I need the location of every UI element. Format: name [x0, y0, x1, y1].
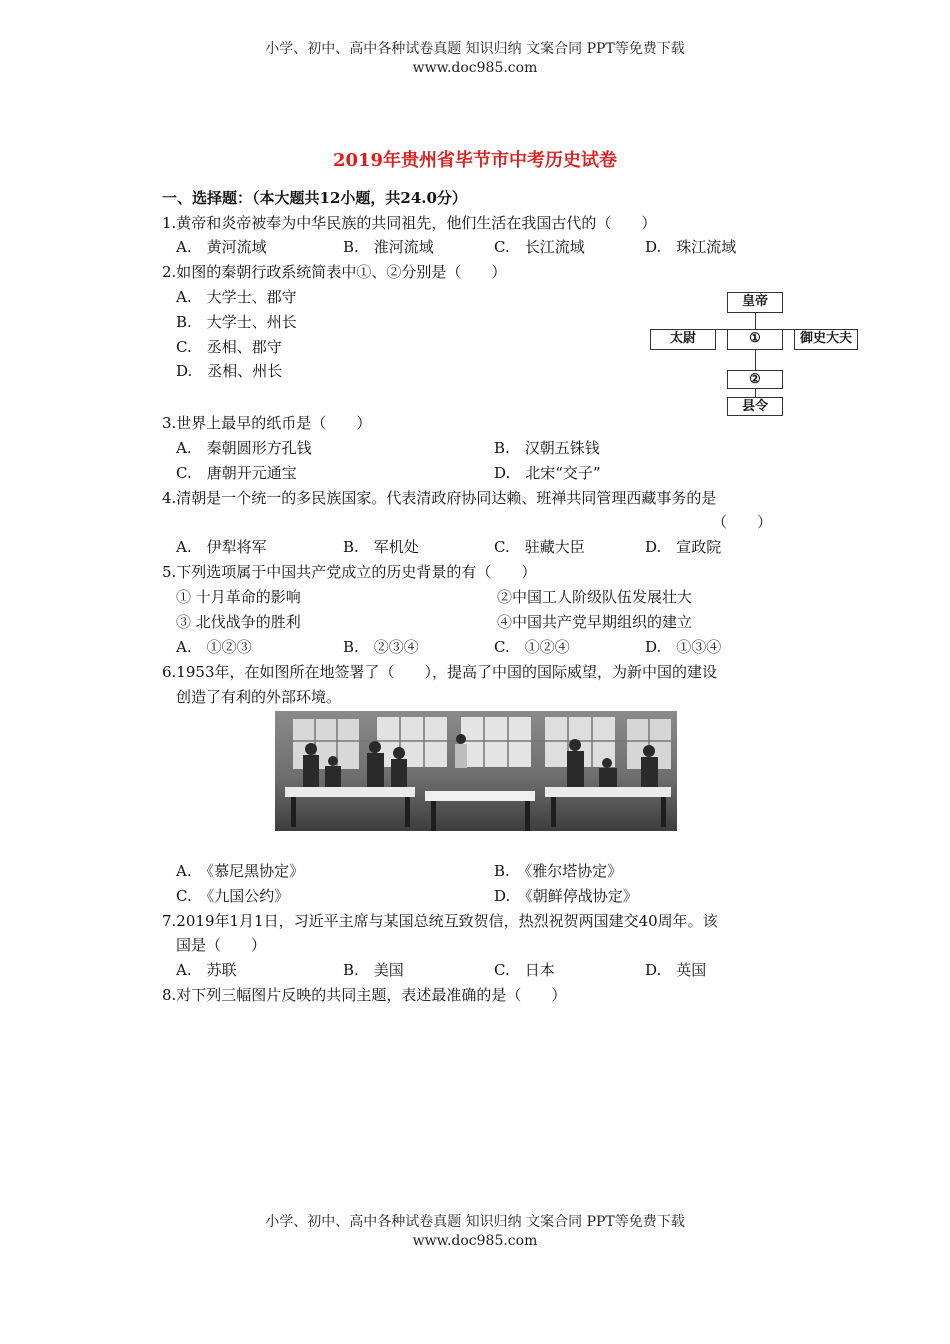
- diagram-county-box: 县令: [727, 397, 783, 416]
- page-header: [0, 40, 950, 78]
- section-heading: 一、选择题：（本大题共12小题，共24.0分）: [162, 189, 467, 207]
- footer-url: www.doc985.com: [412, 1233, 538, 1249]
- q7-stem-line-2: 国是（ ）: [176, 936, 267, 954]
- q4-stem: 4.清朝是一个统一的多民族国家。代表清政府协同达赖、班禅共同管理西藏事务的是: [162, 489, 717, 507]
- q2-option-c: C. 丞相、郡守: [176, 338, 282, 356]
- q1-stem: 1.黄帝和炎帝被奉为中华民族的共同祖先，他们生活在我国古代的（ ）: [162, 214, 657, 232]
- q8-stem: 8.对下列三幅图片反映的共同主题，表述最准确的是（ ）: [162, 986, 567, 1004]
- q5-item-4: ④中国共产党早期组织的建立: [497, 613, 693, 631]
- q5-item-2: ②中国工人阶级队伍发展壮大: [497, 588, 693, 606]
- q7-option-c: C. 日本: [494, 961, 555, 979]
- q5-option-a: A. ①②③: [176, 638, 252, 656]
- q4-option-a: A. 伊犁将军: [176, 538, 267, 556]
- diagram-middle-box: ①: [727, 329, 783, 350]
- q1-option-d: D. 珠江流域: [645, 238, 737, 256]
- q7-option-d: D. 英国: [645, 961, 707, 979]
- q4-option-d: D. 宣政院: [645, 538, 722, 556]
- q7-option-b: B. 美国: [343, 961, 404, 979]
- q4-paren: （ ）: [712, 513, 773, 531]
- diagram-right-box: 御史大夫: [794, 329, 858, 350]
- armistice-signing-photo: [275, 711, 677, 831]
- q2-option-d: D. 丞相、州长: [176, 362, 283, 380]
- q2-option-a: A. 大学士、郡守: [176, 288, 297, 306]
- q6-stem-line-2: 创造了有利的外部环境。: [176, 688, 342, 706]
- diagram-connector: [755, 389, 756, 397]
- q7-option-a: A. 苏联: [176, 961, 237, 979]
- qin-admin-diagram: [648, 290, 860, 418]
- q5-option-c: C. ①②④: [494, 638, 570, 656]
- q5-stem: 5.下列选项属于中国共产党成立的历史背景的有（ ）: [162, 563, 537, 581]
- q4-option-c: C. 驻藏大臣: [494, 538, 585, 556]
- header-url: www.doc985.com: [412, 60, 538, 76]
- diagram-lower-box: ②: [727, 370, 783, 389]
- q5-item-3: ③ 北伐战争的胜利: [176, 613, 301, 631]
- q3-option-c: C. 唐朝开元通宝: [176, 464, 297, 482]
- footer-line-1: 小学、初中、高中各种试卷真题 知识归纳 文案合同 PPT等免费下载: [265, 1214, 685, 1230]
- q5-item-1: ① 十月革命的影响: [176, 588, 301, 606]
- header-line-1: 小学、初中、高中各种试卷真题 知识归纳 文案合同 PPT等免费下载: [265, 41, 685, 57]
- page-footer: [0, 1213, 950, 1251]
- q6-option-c: C. 《九国公约》: [176, 887, 290, 905]
- exam-title: 2019年贵州省毕节市中考历史试卷: [332, 150, 618, 171]
- diagram-left-box: 太尉: [650, 329, 716, 350]
- q3-option-d: D. 北宋“交子”: [494, 464, 601, 482]
- q4-option-b: B. 军机处: [343, 538, 419, 556]
- q2-option-b: B. 大学士、州长: [176, 313, 297, 331]
- q7-stem-line-1: 7.2019年1月1日，习近平主席与某国总统互致贺信，热烈祝贺两国建交40周年。该: [162, 912, 718, 930]
- q5-option-d: D. ①③④: [645, 638, 722, 656]
- q1-option-a: A. 黄河流域: [176, 238, 267, 256]
- q6-stem-line-1: 6.1953年，在如图所在地签署了（ ），提高了中国的国际威望，为新中国的建设: [162, 663, 717, 681]
- q6-option-d: D. 《朝鲜停战协定》: [494, 887, 638, 905]
- diagram-emperor-box: 皇帝: [727, 292, 783, 313]
- q6-option-a: A. 《慕尼黑协定》: [176, 862, 305, 880]
- q3-stem: 3.世界上最早的纸币是（ ）: [162, 414, 372, 432]
- q3-option-b: B. 汉朝五铢钱: [494, 439, 600, 457]
- q6-option-b: B. 《雅尔塔协定》: [494, 862, 623, 880]
- diagram-connector: [755, 313, 756, 329]
- q2-stem: 2.如图的秦朝行政系统简表中①、②分别是（ ）: [162, 263, 507, 281]
- diagram-connector: [755, 350, 756, 370]
- q1-option-c: C. 长江流域: [494, 238, 585, 256]
- q1-option-b: B. 淮河流域: [343, 238, 434, 256]
- q3-option-a: A. 秦朝圆形方孔钱: [176, 439, 312, 457]
- q5-option-b: B. ②③④: [343, 638, 419, 656]
